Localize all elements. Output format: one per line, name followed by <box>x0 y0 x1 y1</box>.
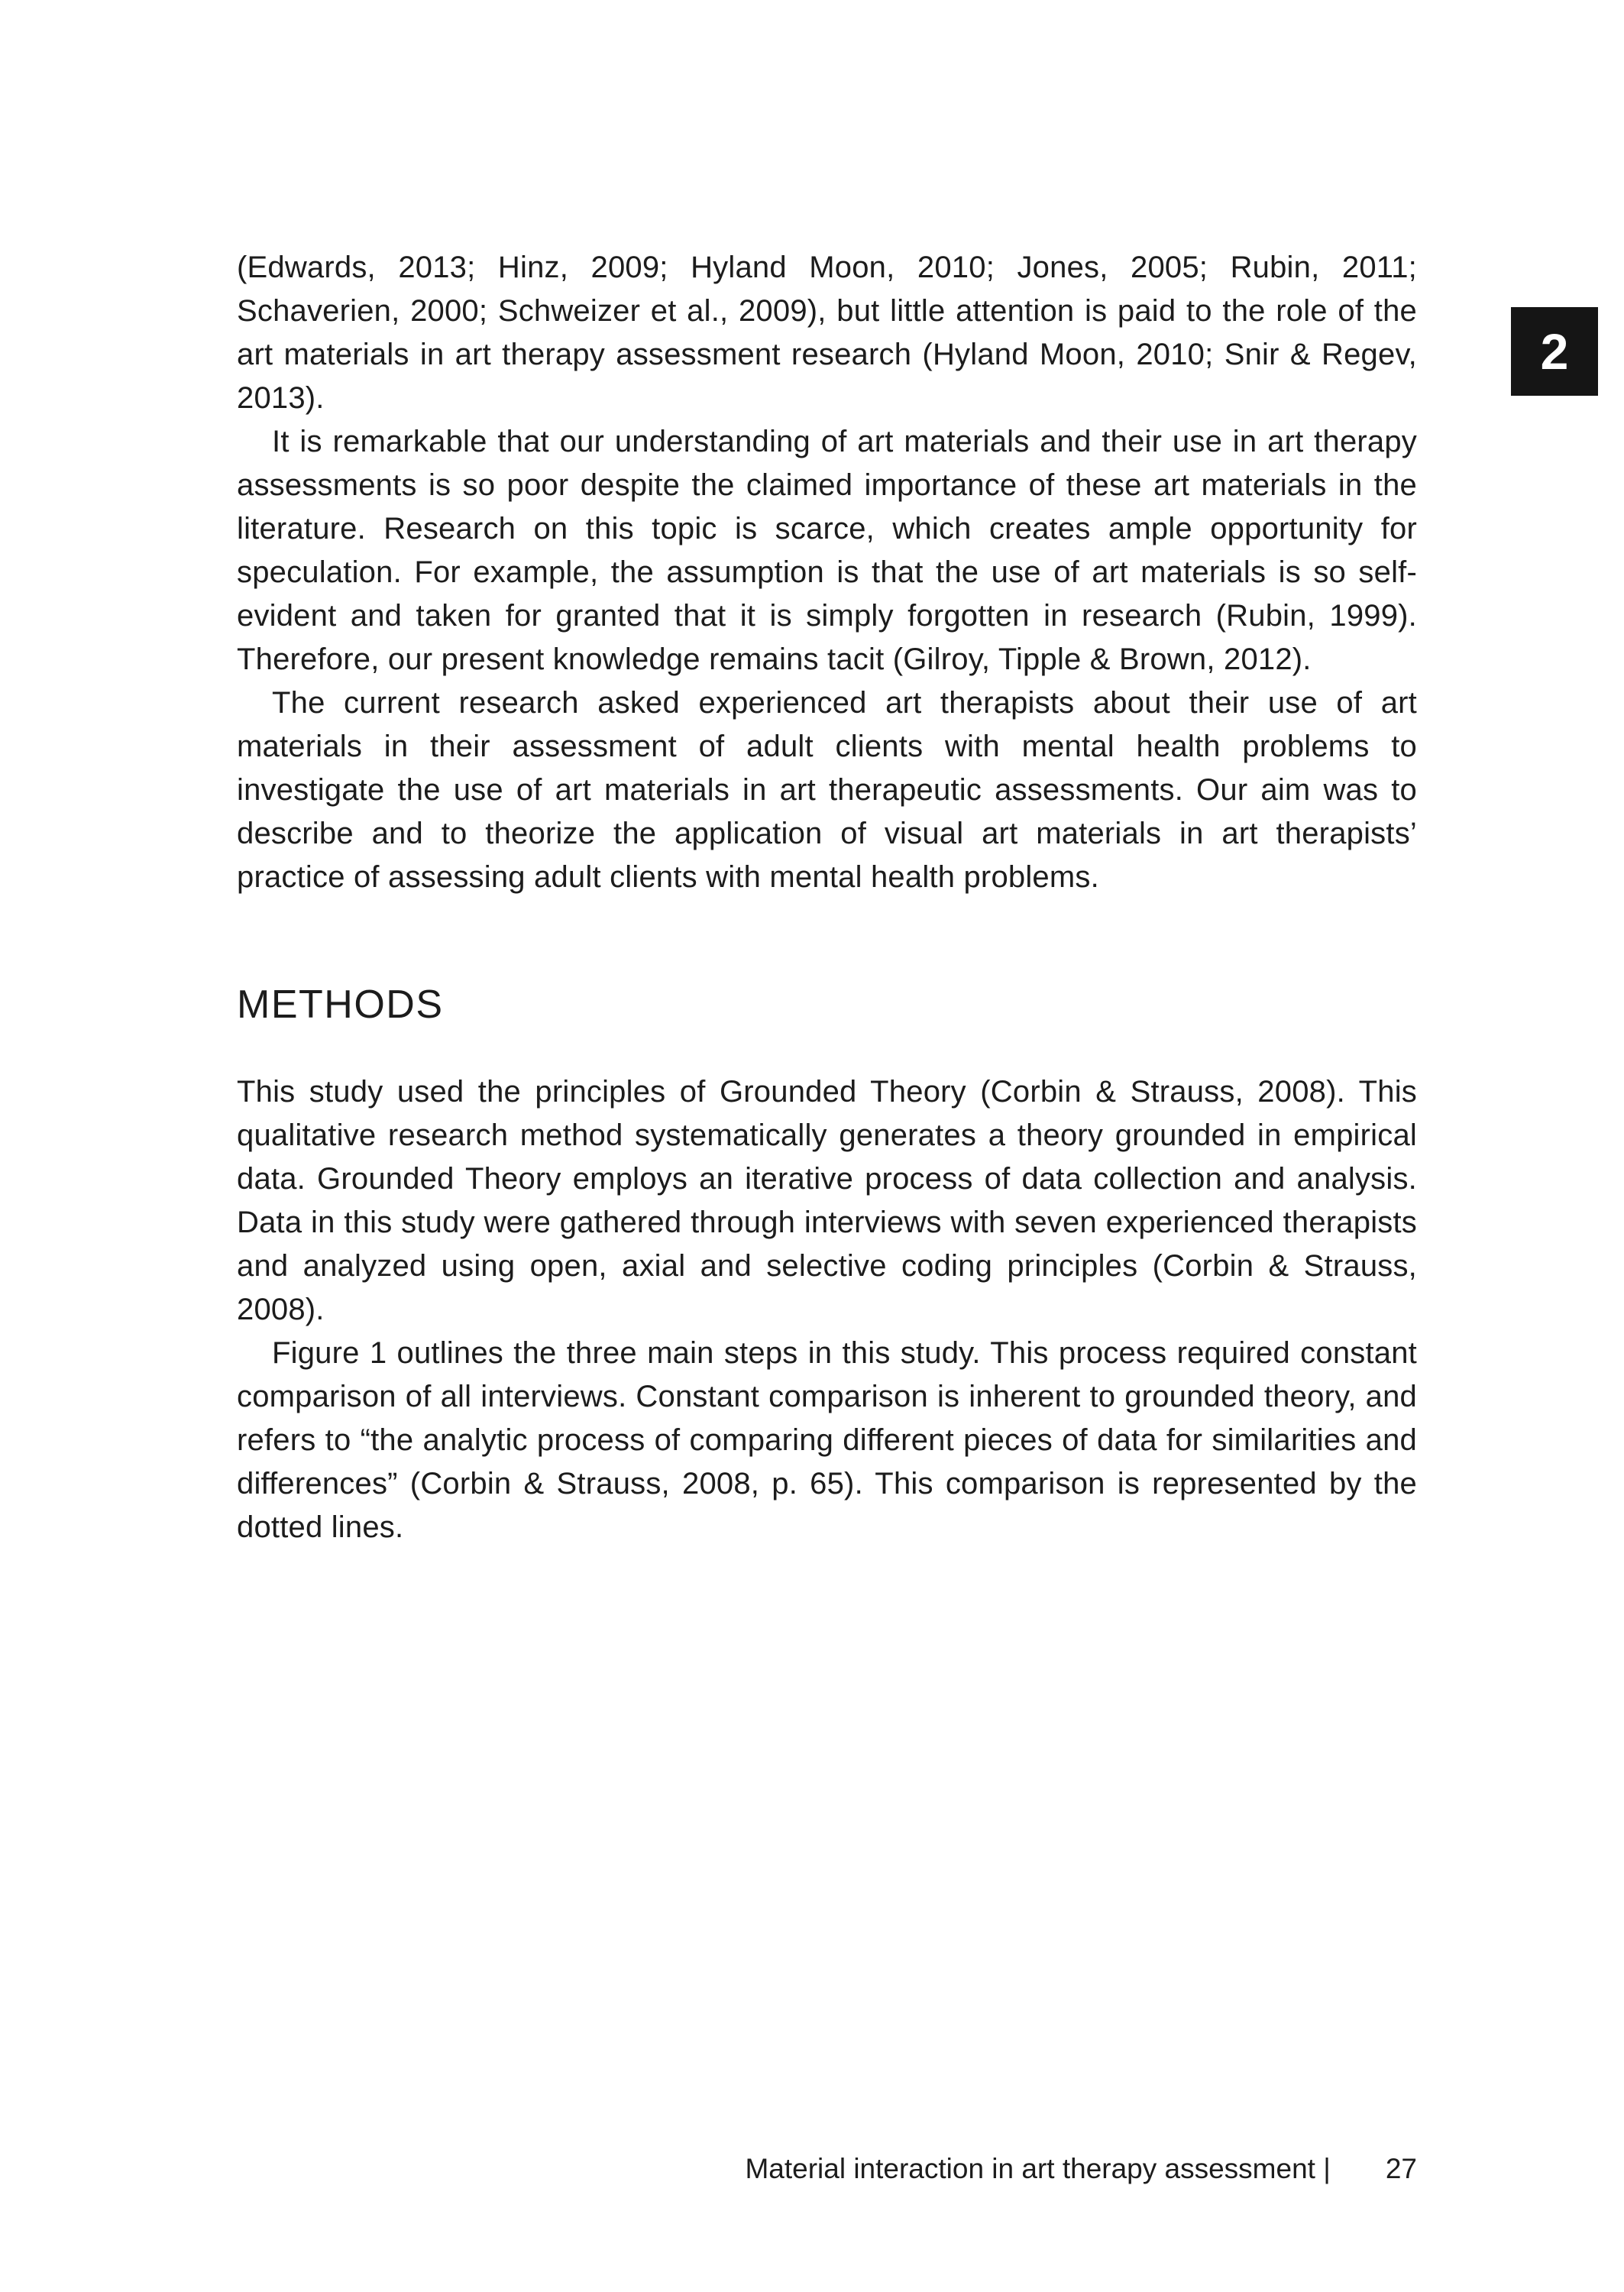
page-number: 27 <box>1385 2153 1417 2184</box>
paragraph: The current research asked experienced art therapists about their use of art materials in their assessment of adult clients with mental health problems to investigate the use of art materials in art therapeutic assessments. Our aim was to describe and to theorize the application of visual art materials in art therapists’ practice of assessing adult clients with mental health problems. <box>237 686 1417 894</box>
paragraph: This study used the principles of Grounded Theory (Corbin & Strauss, 2008). This qualitative research method systematically generates a theory grounded in empirical data. Grounded Theory employs an iterative process of data collection and analysis. Data in this study were gathered through interviews with seven experienced therapists and analyzed using open, axial and selective coding principles (Corbin & Strauss, 2008). <box>237 1075 1417 1326</box>
paragraph: (Edwards, 2013; Hinz, 2009; Hyland Moon, 2010; Jones, 2005; Rubin, 2011; Schaverien, 2000; Schweizer et al., 2009), but little attention is paid to the role of the art materials in art therapy assessment research (Hyland Moon, 2010; Snir & Regev, 2013). <box>237 251 1417 415</box>
methods-heading: METHODS <box>237 983 444 1027</box>
paragraph: Figure 1 outlines the three main steps in this study. This process required constant comparison of all interviews. Constant comparison is inherent to grounded theory, and refers to “the analytic process of comparing different pieces of data for similarities and differences” (Corbin & Strauss, 2008, p. 65). This comparison is represented by the dotted lines. <box>237 1336 1417 1544</box>
chapter-tab <box>1511 307 1598 396</box>
page-footer <box>237 2153 1417 2185</box>
main-text-block <box>237 246 1417 1549</box>
paragraph: It is remarkable that our understanding of art materials and their use in art therapy assessments is so poor despite the claimed importance of these art materials in the literature. Research on this topic is scarce, which creates ample opportunity for speculation. For example, the assumption is that the use of art materials is so self-evident and taken for granted that it is simply forgotten in research (Rubin, 1999). Therefore, our present knowledge remains tacit (Gilroy, Tipple & Brown, 2012). <box>237 425 1417 676</box>
running-title: Material interaction in art therapy assessment | <box>745 2153 1331 2184</box>
chapter-number: 2 <box>1540 323 1569 380</box>
